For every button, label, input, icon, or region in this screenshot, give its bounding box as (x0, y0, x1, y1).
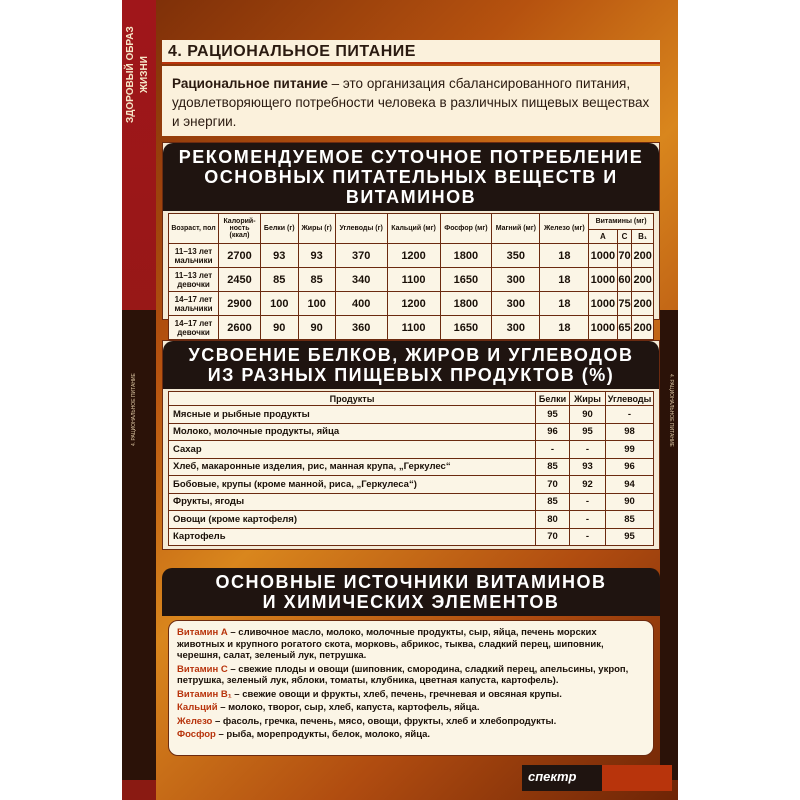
table-row (169, 476, 654, 494)
absorption-title-line2: ИЗ РАЗНЫХ ПИЩЕВЫХ ПРОДУКТОВ (%) (207, 365, 615, 385)
daily-intake-panel (162, 142, 660, 337)
table-cell: 70 (617, 244, 632, 268)
source-name: Витамин В₁ (177, 688, 232, 700)
percent-cell: - (570, 441, 606, 459)
intro-paragraph (172, 74, 652, 131)
col-header: Калорий-ность (ккал) (219, 214, 261, 244)
table-cell: 1650 (440, 268, 492, 292)
col-header: Продукты (169, 392, 536, 406)
absorption-title-line1: УСВОЕНИЕ БЕЛКОВ, ЖИРОВ И УГЛЕВОДОВ (188, 345, 634, 365)
percent-cell: 98 (606, 423, 654, 441)
table-row (169, 528, 654, 546)
percent-cell: - (570, 511, 606, 529)
percent-cell: 85 (536, 458, 570, 476)
table-row (169, 244, 654, 268)
percent-cell: - (606, 406, 654, 424)
table-cell: 2900 (219, 292, 261, 316)
col-header: Жиры (570, 392, 606, 406)
table-cell: 300 (492, 292, 540, 316)
col-header: Углеводы (606, 392, 654, 406)
percent-cell: 96 (536, 423, 570, 441)
percent-cell: 95 (570, 423, 606, 441)
table-cell: 100 (298, 292, 335, 316)
table-cell: 1000 (589, 268, 617, 292)
source-text: – свежие овощи и фрукты, хлеб, печень, гречневая и овсяная крупы. (231, 688, 562, 700)
table-cell: 18 (540, 268, 589, 292)
source-name: Железо (177, 715, 213, 727)
col-header: Белки (536, 392, 570, 406)
table-cell: 200 (632, 244, 654, 268)
table-row (169, 423, 654, 441)
table-cell: 2700 (219, 244, 261, 268)
list-item (177, 702, 645, 714)
list-item (177, 716, 645, 728)
product-cell: Хлеб, макаронные изделия, рис, манная крупа, „Геркулес“ (169, 458, 536, 476)
percent-cell: 70 (536, 476, 570, 494)
percent-cell: 99 (606, 441, 654, 459)
col-header: Фосфор (мг) (440, 214, 492, 244)
right-caption: 4. РАЦИОНАЛЬНОЕ ПИТАНИЕ (668, 373, 674, 447)
col-header: Кальций (мг) (387, 214, 440, 244)
product-cell: Сахар (169, 441, 536, 459)
table-cell: 1100 (387, 316, 440, 340)
table-row (169, 316, 654, 340)
percent-cell: 93 (570, 458, 606, 476)
intro-definition (162, 66, 660, 136)
intro-text: – это организация сбалансированного питания, удовлетворяющего потребности человека в различных пищевых веществах и энергии. (172, 76, 650, 129)
table-cell: 1650 (440, 316, 492, 340)
table-cell: 1200 (387, 292, 440, 316)
source-text: – свежие плоды и овощи (шиповник, смородина, сладкий перец, апельсины, укроп, петрушка, зеленый лук, яблоки, томаты, клубника, цветная капуста, картофель). (177, 663, 629, 686)
sources-title-line2: И ХИМИЧЕСКИХ ЭЛЕМЕНТОВ (262, 592, 560, 612)
table-cell: 18 (540, 316, 589, 340)
source-name: Витамин А (177, 627, 228, 638)
table-cell: 1100 (387, 268, 440, 292)
right-side-strip (660, 310, 678, 780)
product-cell: Овощи (кроме картофеля) (169, 511, 536, 529)
table-cell: 18 (540, 244, 589, 268)
col-header-vit-b1: B₁ (632, 230, 654, 244)
table-row (169, 268, 654, 292)
table-cell: 1000 (589, 292, 617, 316)
percent-cell: 96 (606, 458, 654, 476)
table-cell: 200 (632, 316, 654, 340)
table-cell: 75 (617, 292, 632, 316)
source-text: – сливочное масло, молоко, молочные продукты, сыр, яйца, печень морских животных и крупного рогатого скота, морковь, абрикос, тыква, сладкий перец, шиповник, черешня, салат, зеленый лук, петрушка. (177, 627, 604, 661)
left-side-strip (122, 310, 156, 780)
table-cell: 93 (298, 244, 335, 268)
table-cell: 1000 (589, 316, 617, 340)
table-cell: 90 (298, 316, 335, 340)
daily-intake-title-line1: РЕКОМЕНДУЕМОЕ СУТОЧНОЕ ПОТРЕБЛЕНИЕ (178, 147, 644, 167)
series-label: ЗДОРОВЫЙ ОБРАЗ ЖИЗНИ (125, 26, 150, 124)
sources-title (162, 568, 660, 616)
percent-cell: 90 (570, 406, 606, 424)
age-cell: 14–17 лет мальчики (169, 292, 219, 316)
col-header: Углеводы (г) (335, 214, 387, 244)
percent-cell: - (536, 441, 570, 459)
absorption-panel (162, 340, 660, 550)
list-item (177, 689, 645, 701)
product-cell: Картофель (169, 528, 536, 546)
col-header-vitamins: Витамины (мг) (589, 214, 654, 230)
table-cell: 400 (335, 292, 387, 316)
percent-cell: 92 (570, 476, 606, 494)
absorption-title (163, 341, 659, 389)
daily-intake-title-line2: ОСНОВНЫХ ПИТАТЕЛЬНЫХ ВЕЩЕСТВ И ВИТАМИНОВ (204, 167, 618, 207)
table-cell: 65 (617, 316, 632, 340)
table-cell: 18 (540, 292, 589, 316)
percent-cell: 90 (606, 493, 654, 511)
col-header-vit-a: A (589, 230, 617, 244)
table-cell: 300 (492, 316, 540, 340)
age-cell: 11–13 лет мальчики (169, 244, 219, 268)
col-header-vit-c: C (617, 230, 632, 244)
table-cell: 200 (632, 268, 654, 292)
table-cell: 1200 (387, 244, 440, 268)
daily-intake-table (168, 213, 654, 340)
page-header (162, 40, 660, 64)
table-row (169, 441, 654, 459)
table-row (169, 292, 654, 316)
table-cell: 85 (298, 268, 335, 292)
col-header: Магний (мг) (492, 214, 540, 244)
table-cell: 370 (335, 244, 387, 268)
table-cell: 2450 (219, 268, 261, 292)
percent-cell: 95 (606, 528, 654, 546)
publisher-footer (522, 765, 672, 791)
age-cell: 11–13 лет девочки (169, 268, 219, 292)
percent-cell: 80 (536, 511, 570, 529)
percent-cell: 94 (606, 476, 654, 494)
table-cell: 1800 (440, 244, 492, 268)
col-header: Возраст, пол (169, 214, 219, 244)
source-text: – фасоль, гречка, печень, мясо, овощи, фрукты, хлеб и хлебопродукты. (212, 715, 557, 727)
table-cell: 1000 (589, 244, 617, 268)
table-header-row (169, 392, 654, 406)
col-header: Железо (мг) (540, 214, 589, 244)
daily-intake-title (163, 143, 659, 211)
age-cell: 14–17 лет девочки (169, 316, 219, 340)
list-item (177, 729, 645, 741)
table-cell: 300 (492, 268, 540, 292)
page-title: 4. РАЦИОНАЛЬНОЕ ПИТАНИЕ (168, 43, 416, 60)
list-item (177, 627, 645, 662)
table-cell: 85 (261, 268, 299, 292)
sources-panel (162, 568, 660, 768)
table-row (169, 458, 654, 476)
source-name: Витамин С (177, 663, 228, 675)
left-caption: 4. РАЦИОНАЛЬНОЕ ПИТАНИЕ (131, 373, 137, 447)
publisher-logo: спектр (528, 769, 577, 784)
percent-cell: 85 (536, 493, 570, 511)
table-cell: 93 (261, 244, 299, 268)
source-text: – молоко, творог, сыр, хлеб, капуста, картофель, яйца. (217, 702, 480, 713)
product-cell: Мясные и рыбные продукты (169, 406, 536, 424)
table-cell: 100 (261, 292, 299, 316)
footer-red-block (602, 765, 672, 791)
sources-title-line1: ОСНОВНЫЕ ИСТОЧНИКИ ВИТАМИНОВ (215, 572, 607, 592)
list-item (177, 664, 645, 687)
product-cell: Фрукты, ягоды (169, 493, 536, 511)
source-name: Кальций (177, 702, 218, 713)
product-cell: Молоко, молочные продукты, яйца (169, 423, 536, 441)
col-header: Жиры (г) (298, 214, 335, 244)
table-cell: 1800 (440, 292, 492, 316)
table-row (169, 406, 654, 424)
percent-cell: 70 (536, 528, 570, 546)
percent-cell: - (570, 493, 606, 511)
table-cell: 350 (492, 244, 540, 268)
col-header: Белки (г) (261, 214, 299, 244)
intro-term: Рациональное питание (172, 76, 328, 91)
table-cell: 90 (261, 316, 299, 340)
source-text: – рыба, морепродукты, белок, молоко, яйца. (215, 729, 431, 740)
percent-cell: 85 (606, 511, 654, 529)
product-cell: Бобовые, крупы (кроме манной, риса, „Геркулеса“) (169, 476, 536, 494)
percent-cell: 95 (536, 406, 570, 424)
table-cell: 2600 (219, 316, 261, 340)
table-header-row (169, 214, 654, 230)
poster (122, 0, 678, 800)
table-row (169, 511, 654, 529)
percent-cell: - (570, 528, 606, 546)
table-cell: 200 (632, 292, 654, 316)
table-row (169, 493, 654, 511)
table-cell: 340 (335, 268, 387, 292)
sources-list (168, 620, 654, 756)
absorption-table (168, 391, 654, 546)
table-cell: 360 (335, 316, 387, 340)
source-name: Фосфор (177, 729, 216, 740)
table-cell: 60 (617, 268, 632, 292)
